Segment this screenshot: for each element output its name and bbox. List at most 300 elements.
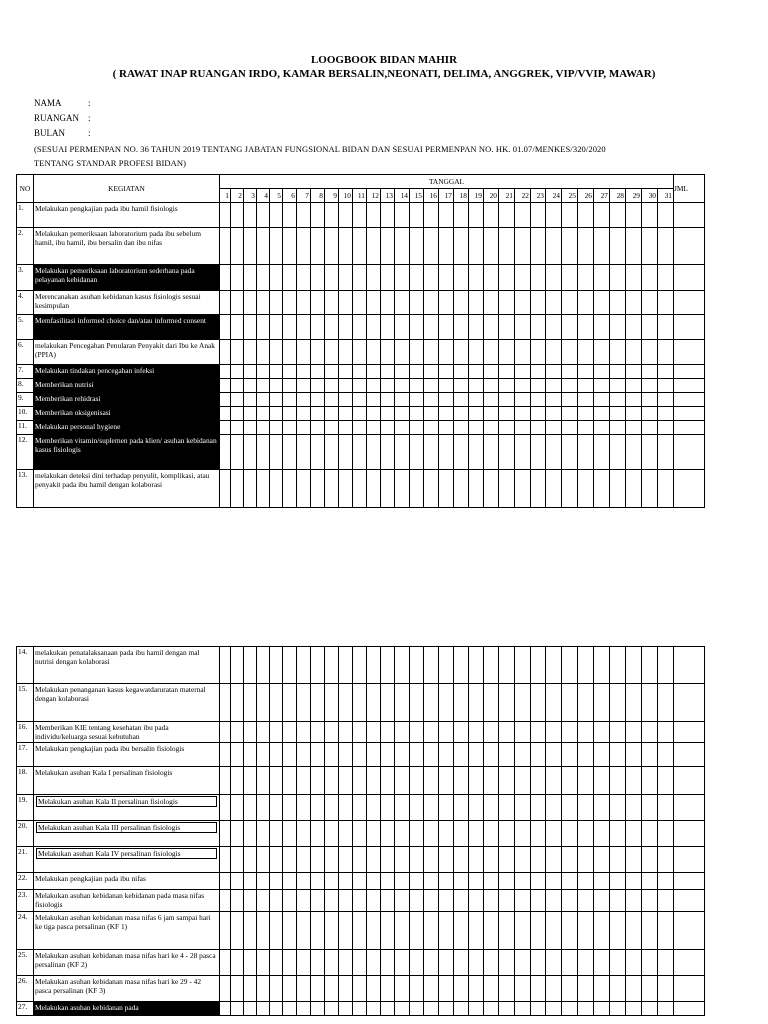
day-cell[interactable] [454, 1002, 469, 1016]
day-cell[interactable] [325, 912, 339, 950]
day-cell[interactable] [311, 821, 325, 847]
day-cell[interactable] [424, 890, 439, 912]
day-cell[interactable] [257, 265, 270, 291]
day-cell[interactable] [353, 684, 367, 722]
day-cell[interactable] [339, 873, 353, 890]
day-cell[interactable] [283, 435, 297, 470]
day-cell[interactable] [546, 912, 562, 950]
day-cell[interactable] [270, 821, 283, 847]
day-cell[interactable] [353, 340, 367, 365]
day-cell[interactable] [283, 365, 297, 379]
day-cell[interactable] [594, 435, 610, 470]
day-cell[interactable] [395, 1002, 410, 1016]
day-cell[interactable] [484, 722, 499, 743]
day-cell[interactable] [410, 795, 424, 821]
day-cell[interactable] [578, 912, 594, 950]
day-cell[interactable] [658, 684, 674, 722]
day-cell[interactable] [220, 976, 231, 1002]
day-cell[interactable] [642, 407, 658, 421]
day-cell[interactable] [626, 767, 642, 795]
day-cell[interactable] [353, 393, 367, 407]
day-cell[interactable] [325, 407, 339, 421]
day-cell[interactable] [325, 647, 339, 684]
day-cell[interactable] [626, 912, 642, 950]
day-cell[interactable] [594, 421, 610, 435]
day-cell[interactable] [484, 340, 499, 365]
day-cell[interactable] [546, 265, 562, 291]
day-cell[interactable] [381, 890, 395, 912]
day-cell[interactable] [454, 890, 469, 912]
day-cell[interactable] [562, 1002, 578, 1016]
day-cell[interactable] [395, 470, 410, 508]
day-cell[interactable] [297, 407, 311, 421]
day-cell[interactable] [439, 421, 454, 435]
day-cell[interactable] [515, 795, 531, 821]
day-cell[interactable] [367, 795, 381, 821]
day-cell[interactable] [546, 976, 562, 1002]
day-cell[interactable] [311, 265, 325, 291]
day-cell[interactable] [270, 407, 283, 421]
jml-cell[interactable] [674, 743, 705, 767]
day-cell[interactable] [257, 470, 270, 508]
day-cell[interactable] [610, 203, 626, 228]
day-cell[interactable] [484, 407, 499, 421]
day-cell[interactable] [531, 647, 546, 684]
day-cell[interactable] [658, 950, 674, 976]
day-cell[interactable] [531, 203, 546, 228]
day-cell[interactable] [283, 315, 297, 340]
day-cell[interactable] [311, 393, 325, 407]
day-cell[interactable] [658, 340, 674, 365]
day-cell[interactable] [270, 722, 283, 743]
day-cell[interactable] [311, 890, 325, 912]
day-cell[interactable] [610, 795, 626, 821]
day-cell[interactable] [353, 407, 367, 421]
day-cell[interactable] [381, 647, 395, 684]
day-cell[interactable] [339, 379, 353, 393]
day-cell[interactable] [546, 684, 562, 722]
day-cell[interactable] [562, 684, 578, 722]
day-cell[interactable] [594, 821, 610, 847]
day-cell[interactable] [244, 873, 257, 890]
day-cell[interactable] [220, 407, 231, 421]
day-cell[interactable] [484, 873, 499, 890]
day-cell[interactable] [410, 722, 424, 743]
day-cell[interactable] [531, 291, 546, 315]
day-cell[interactable] [546, 647, 562, 684]
day-cell[interactable] [469, 950, 484, 976]
day-cell[interactable] [339, 393, 353, 407]
day-cell[interactable] [220, 684, 231, 722]
day-cell[interactable] [546, 890, 562, 912]
day-cell[interactable] [626, 291, 642, 315]
day-cell[interactable] [311, 340, 325, 365]
day-cell[interactable] [339, 291, 353, 315]
day-cell[interactable] [367, 950, 381, 976]
day-cell[interactable] [353, 743, 367, 767]
day-cell[interactable] [499, 379, 515, 393]
day-cell[interactable] [395, 340, 410, 365]
day-cell[interactable] [578, 647, 594, 684]
day-cell[interactable] [270, 890, 283, 912]
day-cell[interactable] [244, 365, 257, 379]
day-cell[interactable] [311, 421, 325, 435]
day-cell[interactable] [546, 407, 562, 421]
jml-cell[interactable] [674, 365, 705, 379]
day-cell[interactable] [484, 315, 499, 340]
day-cell[interactable] [594, 890, 610, 912]
day-cell[interactable] [297, 470, 311, 508]
day-cell[interactable] [610, 379, 626, 393]
day-cell[interactable] [484, 265, 499, 291]
day-cell[interactable] [311, 722, 325, 743]
day-cell[interactable] [244, 1002, 257, 1016]
day-cell[interactable] [499, 950, 515, 976]
day-cell[interactable] [469, 435, 484, 470]
day-cell[interactable] [578, 365, 594, 379]
day-cell[interactable] [454, 315, 469, 340]
day-cell[interactable] [270, 470, 283, 508]
day-cell[interactable] [642, 873, 658, 890]
day-cell[interactable] [339, 435, 353, 470]
day-cell[interactable] [439, 795, 454, 821]
day-cell[interactable] [339, 684, 353, 722]
day-cell[interactable] [439, 767, 454, 795]
day-cell[interactable] [531, 767, 546, 795]
day-cell[interactable] [610, 743, 626, 767]
day-cell[interactable] [395, 912, 410, 950]
day-cell[interactable] [424, 265, 439, 291]
jml-cell[interactable] [674, 873, 705, 890]
day-cell[interactable] [626, 847, 642, 873]
day-cell[interactable] [515, 470, 531, 508]
day-cell[interactable] [454, 767, 469, 795]
day-cell[interactable] [395, 203, 410, 228]
day-cell[interactable] [283, 976, 297, 1002]
jml-cell[interactable] [674, 950, 705, 976]
day-cell[interactable] [367, 379, 381, 393]
day-cell[interactable] [594, 203, 610, 228]
day-cell[interactable] [658, 315, 674, 340]
day-cell[interactable] [610, 265, 626, 291]
day-cell[interactable] [244, 228, 257, 265]
day-cell[interactable] [594, 722, 610, 743]
day-cell[interactable] [339, 421, 353, 435]
day-cell[interactable] [562, 795, 578, 821]
day-cell[interactable] [531, 421, 546, 435]
day-cell[interactable] [325, 203, 339, 228]
day-cell[interactable] [257, 435, 270, 470]
day-cell[interactable] [658, 203, 674, 228]
day-cell[interactable] [578, 421, 594, 435]
day-cell[interactable] [257, 743, 270, 767]
day-cell[interactable] [231, 847, 244, 873]
day-cell[interactable] [515, 291, 531, 315]
day-cell[interactable] [339, 976, 353, 1002]
day-cell[interactable] [484, 795, 499, 821]
day-cell[interactable] [231, 315, 244, 340]
day-cell[interactable] [562, 203, 578, 228]
day-cell[interactable] [594, 379, 610, 393]
day-cell[interactable] [578, 435, 594, 470]
day-cell[interactable] [594, 950, 610, 976]
day-cell[interactable] [658, 976, 674, 1002]
day-cell[interactable] [626, 1002, 642, 1016]
day-cell[interactable] [594, 407, 610, 421]
day-cell[interactable] [562, 421, 578, 435]
day-cell[interactable] [297, 722, 311, 743]
day-cell[interactable] [626, 890, 642, 912]
day-cell[interactable] [395, 265, 410, 291]
jml-cell[interactable] [674, 890, 705, 912]
day-cell[interactable] [283, 795, 297, 821]
day-cell[interactable] [283, 340, 297, 365]
day-cell[interactable] [311, 950, 325, 976]
day-cell[interactable] [454, 393, 469, 407]
day-cell[interactable] [454, 976, 469, 1002]
day-cell[interactable] [381, 340, 395, 365]
day-cell[interactable] [283, 421, 297, 435]
day-cell[interactable] [339, 795, 353, 821]
day-cell[interactable] [454, 722, 469, 743]
day-cell[interactable] [562, 407, 578, 421]
day-cell[interactable] [257, 767, 270, 795]
day-cell[interactable] [610, 873, 626, 890]
day-cell[interactable] [642, 435, 658, 470]
day-cell[interactable] [515, 435, 531, 470]
day-cell[interactable] [578, 291, 594, 315]
day-cell[interactable] [297, 228, 311, 265]
day-cell[interactable] [325, 873, 339, 890]
day-cell[interactable] [546, 847, 562, 873]
day-cell[interactable] [283, 847, 297, 873]
day-cell[interactable] [367, 340, 381, 365]
day-cell[interactable] [469, 203, 484, 228]
day-cell[interactable] [499, 767, 515, 795]
day-cell[interactable] [626, 795, 642, 821]
day-cell[interactable] [594, 647, 610, 684]
day-cell[interactable] [325, 847, 339, 873]
day-cell[interactable] [220, 722, 231, 743]
day-cell[interactable] [311, 873, 325, 890]
day-cell[interactable] [325, 743, 339, 767]
jml-cell[interactable] [674, 435, 705, 470]
day-cell[interactable] [231, 821, 244, 847]
day-cell[interactable] [311, 365, 325, 379]
jml-cell[interactable] [674, 407, 705, 421]
day-cell[interactable] [220, 821, 231, 847]
day-cell[interactable] [499, 265, 515, 291]
day-cell[interactable] [220, 393, 231, 407]
day-cell[interactable] [297, 684, 311, 722]
day-cell[interactable] [439, 265, 454, 291]
day-cell[interactable] [410, 315, 424, 340]
day-cell[interactable] [515, 1002, 531, 1016]
day-cell[interactable] [626, 365, 642, 379]
day-cell[interactable] [499, 470, 515, 508]
day-cell[interactable] [339, 1002, 353, 1016]
day-cell[interactable] [395, 379, 410, 393]
day-cell[interactable] [439, 435, 454, 470]
day-cell[interactable] [562, 873, 578, 890]
day-cell[interactable] [454, 912, 469, 950]
day-cell[interactable] [499, 1002, 515, 1016]
day-cell[interactable] [325, 435, 339, 470]
day-cell[interactable] [439, 912, 454, 950]
day-cell[interactable] [381, 365, 395, 379]
day-cell[interactable] [546, 722, 562, 743]
day-cell[interactable] [270, 795, 283, 821]
jml-cell[interactable] [674, 647, 705, 684]
day-cell[interactable] [578, 847, 594, 873]
day-cell[interactable] [244, 470, 257, 508]
day-cell[interactable] [562, 315, 578, 340]
day-cell[interactable] [626, 379, 642, 393]
day-cell[interactable] [469, 265, 484, 291]
day-cell[interactable] [297, 847, 311, 873]
day-cell[interactable] [610, 821, 626, 847]
day-cell[interactable] [311, 684, 325, 722]
day-cell[interactable] [642, 340, 658, 365]
day-cell[interactable] [469, 228, 484, 265]
day-cell[interactable] [395, 435, 410, 470]
day-cell[interactable] [626, 873, 642, 890]
day-cell[interactable] [515, 265, 531, 291]
day-cell[interactable] [297, 912, 311, 950]
day-cell[interactable] [297, 890, 311, 912]
day-cell[interactable] [454, 291, 469, 315]
day-cell[interactable] [610, 407, 626, 421]
day-cell[interactable] [244, 767, 257, 795]
day-cell[interactable] [578, 340, 594, 365]
day-cell[interactable] [325, 684, 339, 722]
day-cell[interactable] [610, 228, 626, 265]
day-cell[interactable] [484, 847, 499, 873]
day-cell[interactable] [515, 379, 531, 393]
day-cell[interactable] [594, 873, 610, 890]
day-cell[interactable] [484, 976, 499, 1002]
day-cell[interactable] [642, 976, 658, 1002]
day-cell[interactable] [297, 743, 311, 767]
day-cell[interactable] [562, 393, 578, 407]
day-cell[interactable] [220, 873, 231, 890]
day-cell[interactable] [339, 315, 353, 340]
day-cell[interactable] [257, 421, 270, 435]
day-cell[interactable] [283, 821, 297, 847]
day-cell[interactable] [610, 1002, 626, 1016]
day-cell[interactable] [658, 393, 674, 407]
day-cell[interactable] [499, 291, 515, 315]
day-cell[interactable] [381, 265, 395, 291]
day-cell[interactable] [484, 821, 499, 847]
day-cell[interactable] [499, 684, 515, 722]
day-cell[interactable] [424, 379, 439, 393]
day-cell[interactable] [381, 950, 395, 976]
day-cell[interactable] [658, 722, 674, 743]
day-cell[interactable] [381, 684, 395, 722]
day-cell[interactable] [658, 365, 674, 379]
day-cell[interactable] [610, 435, 626, 470]
day-cell[interactable] [642, 228, 658, 265]
day-cell[interactable] [283, 265, 297, 291]
day-cell[interactable] [395, 365, 410, 379]
day-cell[interactable] [220, 743, 231, 767]
day-cell[interactable] [353, 821, 367, 847]
day-cell[interactable] [642, 722, 658, 743]
day-cell[interactable] [220, 379, 231, 393]
day-cell[interactable] [658, 407, 674, 421]
day-cell[interactable] [220, 470, 231, 508]
day-cell[interactable] [381, 228, 395, 265]
day-cell[interactable] [546, 291, 562, 315]
day-cell[interactable] [610, 365, 626, 379]
day-cell[interactable] [311, 912, 325, 950]
day-cell[interactable] [626, 722, 642, 743]
day-cell[interactable] [515, 365, 531, 379]
day-cell[interactable] [546, 435, 562, 470]
day-cell[interactable] [395, 767, 410, 795]
day-cell[interactable] [339, 365, 353, 379]
day-cell[interactable] [244, 912, 257, 950]
day-cell[interactable] [283, 647, 297, 684]
day-cell[interactable] [578, 767, 594, 795]
day-cell[interactable] [578, 795, 594, 821]
day-cell[interactable] [594, 795, 610, 821]
day-cell[interactable] [311, 847, 325, 873]
day-cell[interactable] [439, 847, 454, 873]
day-cell[interactable] [626, 821, 642, 847]
day-cell[interactable] [469, 407, 484, 421]
day-cell[interactable] [424, 722, 439, 743]
day-cell[interactable] [578, 821, 594, 847]
day-cell[interactable] [469, 470, 484, 508]
day-cell[interactable] [381, 722, 395, 743]
day-cell[interactable] [469, 647, 484, 684]
day-cell[interactable] [642, 393, 658, 407]
day-cell[interactable] [424, 365, 439, 379]
day-cell[interactable] [469, 1002, 484, 1016]
day-cell[interactable] [454, 365, 469, 379]
day-cell[interactable] [220, 647, 231, 684]
day-cell[interactable] [367, 291, 381, 315]
day-cell[interactable] [531, 722, 546, 743]
day-cell[interactable] [642, 767, 658, 795]
day-cell[interactable] [353, 722, 367, 743]
day-cell[interactable] [367, 407, 381, 421]
day-cell[interactable] [381, 393, 395, 407]
day-cell[interactable] [594, 847, 610, 873]
day-cell[interactable] [367, 722, 381, 743]
day-cell[interactable] [531, 1002, 546, 1016]
day-cell[interactable] [499, 228, 515, 265]
day-cell[interactable] [515, 847, 531, 873]
day-cell[interactable] [469, 340, 484, 365]
day-cell[interactable] [546, 393, 562, 407]
day-cell[interactable] [410, 365, 424, 379]
day-cell[interactable] [257, 722, 270, 743]
day-cell[interactable] [515, 407, 531, 421]
day-cell[interactable] [642, 470, 658, 508]
day-cell[interactable] [515, 890, 531, 912]
day-cell[interactable] [454, 265, 469, 291]
day-cell[interactable] [610, 890, 626, 912]
day-cell[interactable] [578, 890, 594, 912]
day-cell[interactable] [578, 228, 594, 265]
day-cell[interactable] [220, 435, 231, 470]
day-cell[interactable] [381, 291, 395, 315]
day-cell[interactable] [424, 795, 439, 821]
day-cell[interactable] [546, 743, 562, 767]
